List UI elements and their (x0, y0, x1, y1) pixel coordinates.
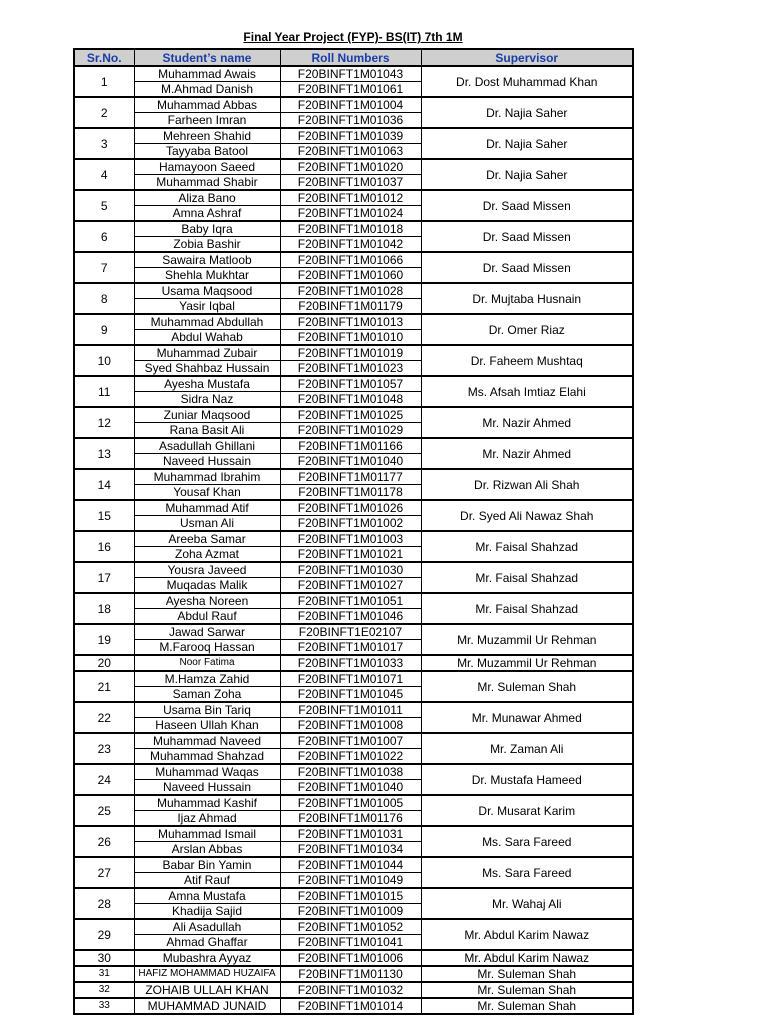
supervisor-cell: Ms. Sara Fareed (421, 857, 633, 888)
fyp-table (73, 48, 634, 1015)
roll-number-cell: F20BINFT1M01049 (280, 873, 421, 889)
table-row (74, 159, 633, 175)
roll-number-cell: F20BINFT1M01006 (280, 950, 421, 966)
student-name-cell: Babar Bin Yamin (134, 857, 280, 873)
table-row (74, 655, 633, 671)
roll-number-cell: F20BINFT1M01037 (280, 175, 421, 191)
student-name-cell: Mehreen Shahid (134, 128, 280, 144)
student-name-cell: Muhammad Shabir (134, 175, 280, 191)
supervisor-cell: Ms. Afsah Imtiaz Elahi (421, 376, 633, 407)
student-name-cell: Tayyaba Batool (134, 144, 280, 160)
roll-number-cell: F20BINFT1M01029 (280, 423, 421, 439)
roll-number-cell: F20BINFT1M01005 (280, 795, 421, 811)
student-name-cell: Hamayoon Saeed (134, 159, 280, 175)
roll-number-cell: F20BINFT1M01052 (280, 919, 421, 935)
student-name-cell: Muhammad Abdullah (134, 314, 280, 330)
roll-number-cell: F20BINFT1M01004 (280, 97, 421, 113)
header-supervisor: Supervisor (421, 49, 633, 66)
student-name-cell: Rana Basit Ali (134, 423, 280, 439)
sr-no-cell: 30 (74, 950, 134, 966)
roll-number-cell: F20BINFT1M01020 (280, 159, 421, 175)
roll-number-cell: F20BINFT1M01166 (280, 438, 421, 454)
student-name-cell: Muhammad Awais (134, 66, 280, 82)
sr-no-cell: 24 (74, 764, 134, 795)
roll-number-cell: F20BINFT1M01063 (280, 144, 421, 160)
student-name-cell: Asadullah Ghillani (134, 438, 280, 454)
table-row (74, 998, 633, 1014)
roll-number-cell: F20BINFT1M01057 (280, 376, 421, 392)
sr-no-cell: 18 (74, 593, 134, 624)
table-row (74, 438, 633, 454)
roll-number-cell: F20BINFT1M01044 (280, 857, 421, 873)
student-name-cell: Muhammad Naveed (134, 733, 280, 749)
table-row (74, 733, 633, 749)
supervisor-cell: Dr. Musarat Karim (421, 795, 633, 826)
sr-no-cell: 32 (74, 982, 134, 998)
table-row (74, 252, 633, 268)
sr-no-cell: 11 (74, 376, 134, 407)
student-name-cell: Amna Mustafa (134, 888, 280, 904)
header-sr-no: Sr.No. (74, 49, 134, 66)
table-row (74, 500, 633, 516)
supervisor-cell: Mr. Zaman Ali (421, 733, 633, 764)
supervisor-cell: Mr. Faisal Shahzad (421, 562, 633, 593)
supervisor-cell: Dr. Saad Missen (421, 190, 633, 221)
student-name-cell: Saman Zoha (134, 687, 280, 703)
table-row (74, 376, 633, 392)
roll-number-cell: F20BINFT1M01015 (280, 888, 421, 904)
table-row (74, 826, 633, 842)
roll-number-cell: F20BINFT1M01003 (280, 531, 421, 547)
roll-number-cell: F20BINFT1M01033 (280, 655, 421, 671)
roll-number-cell: F20BINFT1M01008 (280, 718, 421, 734)
table-row (74, 795, 633, 811)
student-name-cell: Muhammad Ibrahim (134, 469, 280, 485)
sr-no-cell: 27 (74, 857, 134, 888)
header-roll-numbers: Roll Numbers (280, 49, 421, 66)
supervisor-cell: Dr. Mustafa Hameed (421, 764, 633, 795)
student-name-cell: Yousra Javeed (134, 562, 280, 578)
table-row (74, 531, 633, 547)
roll-number-cell: F20BINFT1M01022 (280, 749, 421, 765)
roll-number-cell: F20BINFT1M01179 (280, 299, 421, 315)
table-row (74, 624, 633, 640)
supervisor-cell: Mr. Suleman Shah (421, 966, 633, 982)
table-row (74, 221, 633, 237)
student-name-cell: Shehla Mukhtar (134, 268, 280, 284)
roll-number-cell: F20BINFT1M01021 (280, 547, 421, 563)
student-name-cell: Zobia Bashir (134, 237, 280, 253)
sr-no-cell: 12 (74, 407, 134, 438)
roll-number-cell: F20BINFT1M01071 (280, 671, 421, 687)
roll-number-cell: F20BINFT1M01066 (280, 252, 421, 268)
student-name-cell: Muhammad Waqas (134, 764, 280, 780)
supervisor-cell: Mr. Faisal Shahzad (421, 531, 633, 562)
student-name-cell: Syed Shahbaz Hussain (134, 361, 280, 377)
roll-number-cell: F20BINFT1M01038 (280, 764, 421, 780)
sr-no-cell: 16 (74, 531, 134, 562)
table-row (74, 283, 633, 299)
student-name-cell: Haseen Ullah Khan (134, 718, 280, 734)
supervisor-cell: Dr. Rizwan Ali Shah (421, 469, 633, 500)
roll-number-cell: F20BINFT1M01177 (280, 469, 421, 485)
student-name-cell: Baby Iqra (134, 221, 280, 237)
table-row (74, 314, 633, 330)
roll-number-cell: F20BINFT1M01013 (280, 314, 421, 330)
student-name-cell: ZOHAIB ULLAH KHAN (134, 982, 280, 998)
table-row (74, 407, 633, 423)
roll-number-cell: F20BINFT1M01019 (280, 345, 421, 361)
supervisor-cell: Dr. Najia Saher (421, 159, 633, 190)
table-row (74, 128, 633, 144)
student-name-cell: Ahmad Ghaffar (134, 935, 280, 951)
table-row (74, 593, 633, 609)
table-row (74, 469, 633, 485)
supervisor-cell: Mr. Nazir Ahmed (421, 407, 633, 438)
roll-number-cell: F20BINFT1M01041 (280, 935, 421, 951)
sr-no-cell: 4 (74, 159, 134, 190)
page-title: Final Year Project (FYP)- BS(IT) 7th 1M (243, 30, 463, 44)
header-student-name: Student’s name (134, 49, 280, 66)
supervisor-cell: Ms. Sara Fareed (421, 826, 633, 857)
supervisor-cell: Mr. Munawar Ahmed (421, 702, 633, 733)
table-row (74, 919, 633, 935)
student-name-cell: Noor Fatima (134, 655, 280, 671)
sr-no-cell: 20 (74, 655, 134, 671)
roll-number-cell: F20BINFT1M01011 (280, 702, 421, 718)
student-name-cell: Muhammad Ismail (134, 826, 280, 842)
roll-number-cell: F20BINFT1M01025 (280, 407, 421, 423)
supervisor-cell: Mr. Suleman Shah (421, 982, 633, 998)
supervisor-cell: Dr. Faheem Mushtaq (421, 345, 633, 376)
student-name-cell: Amna Ashraf (134, 206, 280, 222)
table-row (74, 982, 633, 998)
roll-number-cell: F20BINFT1M01024 (280, 206, 421, 222)
sr-no-cell: 22 (74, 702, 134, 733)
sr-no-cell: 26 (74, 826, 134, 857)
student-name-cell: Naveed Hussain (134, 780, 280, 796)
roll-number-cell: F20BINFT1M01009 (280, 904, 421, 920)
student-name-cell: Muhammad Zubair (134, 345, 280, 361)
header-row (74, 49, 633, 66)
student-name-cell: Ijaz Ahmad (134, 811, 280, 827)
roll-number-cell: F20BINFT1M01051 (280, 593, 421, 609)
student-name-cell: Yasir Iqbal (134, 299, 280, 315)
sr-no-cell: 33 (74, 998, 134, 1014)
roll-number-cell: F20BINFT1M01026 (280, 500, 421, 516)
student-name-cell: Arslan Abbas (134, 842, 280, 858)
sr-no-cell: 29 (74, 919, 134, 950)
table-row (74, 888, 633, 904)
sr-no-cell: 31 (74, 966, 134, 982)
roll-number-cell: F20BINFT1M01018 (280, 221, 421, 237)
roll-number-cell: F20BINFT1M01178 (280, 485, 421, 501)
roll-number-cell: F20BINFT1M01042 (280, 237, 421, 253)
table-row (74, 190, 633, 206)
table-row (74, 857, 633, 873)
student-name-cell: M.Ahmad Danish (134, 82, 280, 98)
roll-number-cell: F20BINFT1M01043 (280, 66, 421, 82)
supervisor-cell: Dr. Syed Ali Nawaz Shah (421, 500, 633, 531)
table-row (74, 562, 633, 578)
sr-no-cell: 15 (74, 500, 134, 531)
table-row (74, 671, 633, 687)
student-name-cell: Ali Asadullah (134, 919, 280, 935)
roll-number-cell: F20BINFT1M01036 (280, 113, 421, 129)
roll-number-cell: F20BINFT1M01040 (280, 454, 421, 470)
sr-no-cell: 28 (74, 888, 134, 919)
student-name-cell: HAFIZ MOHAMMAD HUZAIFA (134, 966, 280, 982)
supervisor-cell: Mr. Abdul Karim Nawaz (421, 950, 633, 966)
sr-no-cell: 21 (74, 671, 134, 702)
table-row (74, 950, 633, 966)
student-name-cell: Atif Rauf (134, 873, 280, 889)
sr-no-cell: 25 (74, 795, 134, 826)
student-name-cell: Abdul Wahab (134, 330, 280, 346)
supervisor-cell: Mr. Wahaj Ali (421, 888, 633, 919)
sr-no-cell: 8 (74, 283, 134, 314)
roll-number-cell: F20BINFT1M01028 (280, 283, 421, 299)
student-name-cell: Aliza Bano (134, 190, 280, 206)
sr-no-cell: 5 (74, 190, 134, 221)
table-row (74, 66, 633, 82)
student-name-cell: Naveed Hussain (134, 454, 280, 470)
roll-number-cell: F20BINFT1M01023 (280, 361, 421, 377)
supervisor-cell: Mr. Suleman Shah (421, 671, 633, 702)
student-name-cell: Muqadas Malik (134, 578, 280, 594)
roll-number-cell: F20BINFT1M01048 (280, 392, 421, 408)
table-row (74, 764, 633, 780)
supervisor-cell: Mr. Nazir Ahmed (421, 438, 633, 469)
roll-number-cell: F20BINFT1M01010 (280, 330, 421, 346)
student-name-cell: Farheen Imran (134, 113, 280, 129)
student-name-cell: Muhammad Kashif (134, 795, 280, 811)
student-name-cell: Ayesha Mustafa (134, 376, 280, 392)
student-name-cell: Muhammad Abbas (134, 97, 280, 113)
student-name-cell: Yousaf Khan (134, 485, 280, 501)
roll-number-cell: F20BINFT1M01040 (280, 780, 421, 796)
sr-no-cell: 10 (74, 345, 134, 376)
sr-no-cell: 9 (74, 314, 134, 345)
supervisor-cell: Dr. Mujtaba Husnain (421, 283, 633, 314)
supervisor-cell: Dr. Dost Muhammad Khan (421, 66, 633, 97)
student-name-cell: Areeba Samar (134, 531, 280, 547)
student-name-cell: Sawaira Matloob (134, 252, 280, 268)
supervisor-cell: Dr. Najia Saher (421, 128, 633, 159)
student-name-cell: Abdul Rauf (134, 609, 280, 625)
roll-number-cell: F20BINFT1M01032 (280, 982, 421, 998)
supervisor-cell: Mr. Abdul Karim Nawaz (421, 919, 633, 950)
supervisor-cell: Mr. Faisal Shahzad (421, 593, 633, 624)
student-name-cell: MUHAMMAD JUNAID (134, 998, 280, 1014)
student-name-cell: Usman Ali (134, 516, 280, 532)
roll-number-cell: F20BINFT1M01007 (280, 733, 421, 749)
student-name-cell: Ayesha Noreen (134, 593, 280, 609)
sr-no-cell: 7 (74, 252, 134, 283)
sr-no-cell: 23 (74, 733, 134, 764)
roll-number-cell: F20BINFT1M01002 (280, 516, 421, 532)
student-name-cell: Sidra Naz (134, 392, 280, 408)
sr-no-cell: 13 (74, 438, 134, 469)
student-name-cell: Usama Maqsood (134, 283, 280, 299)
sr-no-cell: 6 (74, 221, 134, 252)
table-row (74, 97, 633, 113)
sr-no-cell: 14 (74, 469, 134, 500)
sr-no-cell: 17 (74, 562, 134, 593)
supervisor-cell: Mr. Muzammil Ur Rehman (421, 655, 633, 671)
roll-number-cell: F20BINFT1M01014 (280, 998, 421, 1014)
roll-number-cell: F20BINFT1M01045 (280, 687, 421, 703)
roll-number-cell: F20BINFT1M01030 (280, 562, 421, 578)
supervisor-cell: Dr. Najia Saher (421, 97, 633, 128)
student-name-cell: Khadija Sajid (134, 904, 280, 920)
roll-number-cell: F20BINFT1M01176 (280, 811, 421, 827)
roll-number-cell: F20BINFT1E02107 (280, 624, 421, 640)
student-name-cell: Muhammad Atif (134, 500, 280, 516)
supervisor-cell: Dr. Omer Riaz (421, 314, 633, 345)
sr-no-cell: 3 (74, 128, 134, 159)
roll-number-cell: F20BINFT1M01061 (280, 82, 421, 98)
table-row (74, 966, 633, 982)
roll-number-cell: F20BINFT1M01046 (280, 609, 421, 625)
roll-number-cell: F20BINFT1M01017 (280, 640, 421, 656)
roll-number-cell: F20BINFT1M01012 (280, 190, 421, 206)
supervisor-cell: Mr. Suleman Shah (421, 998, 633, 1014)
sr-no-cell: 1 (74, 66, 134, 97)
student-name-cell: Usama Bin Tariq (134, 702, 280, 718)
supervisor-cell: Mr. Muzammil Ur Rehman (421, 624, 633, 655)
table-row (74, 702, 633, 718)
student-name-cell: Zuniar Maqsood (134, 407, 280, 423)
student-name-cell: Muhammad Shahzad (134, 749, 280, 765)
roll-number-cell: F20BINFT1M01060 (280, 268, 421, 284)
sr-no-cell: 19 (74, 624, 134, 655)
roll-number-cell: F20BINFT1M01031 (280, 826, 421, 842)
roll-number-cell: F20BINFT1M01039 (280, 128, 421, 144)
student-name-cell: Jawad Sarwar (134, 624, 280, 640)
roll-number-cell: F20BINFT1M01034 (280, 842, 421, 858)
table-body (74, 66, 633, 1014)
roll-number-cell: F20BINFT1M01027 (280, 578, 421, 594)
sr-no-cell: 2 (74, 97, 134, 128)
student-name-cell: Mubashra Ayyaz (134, 950, 280, 966)
student-name-cell: M.Hamza Zahid (134, 671, 280, 687)
table-row (74, 345, 633, 361)
student-name-cell: M.Farooq Hassan (134, 640, 280, 656)
supervisor-cell: Dr. Saad Missen (421, 221, 633, 252)
roll-number-cell: F20BINFT1M01130 (280, 966, 421, 982)
supervisor-cell: Dr. Saad Missen (421, 252, 633, 283)
student-name-cell: Zoha Azmat (134, 547, 280, 563)
